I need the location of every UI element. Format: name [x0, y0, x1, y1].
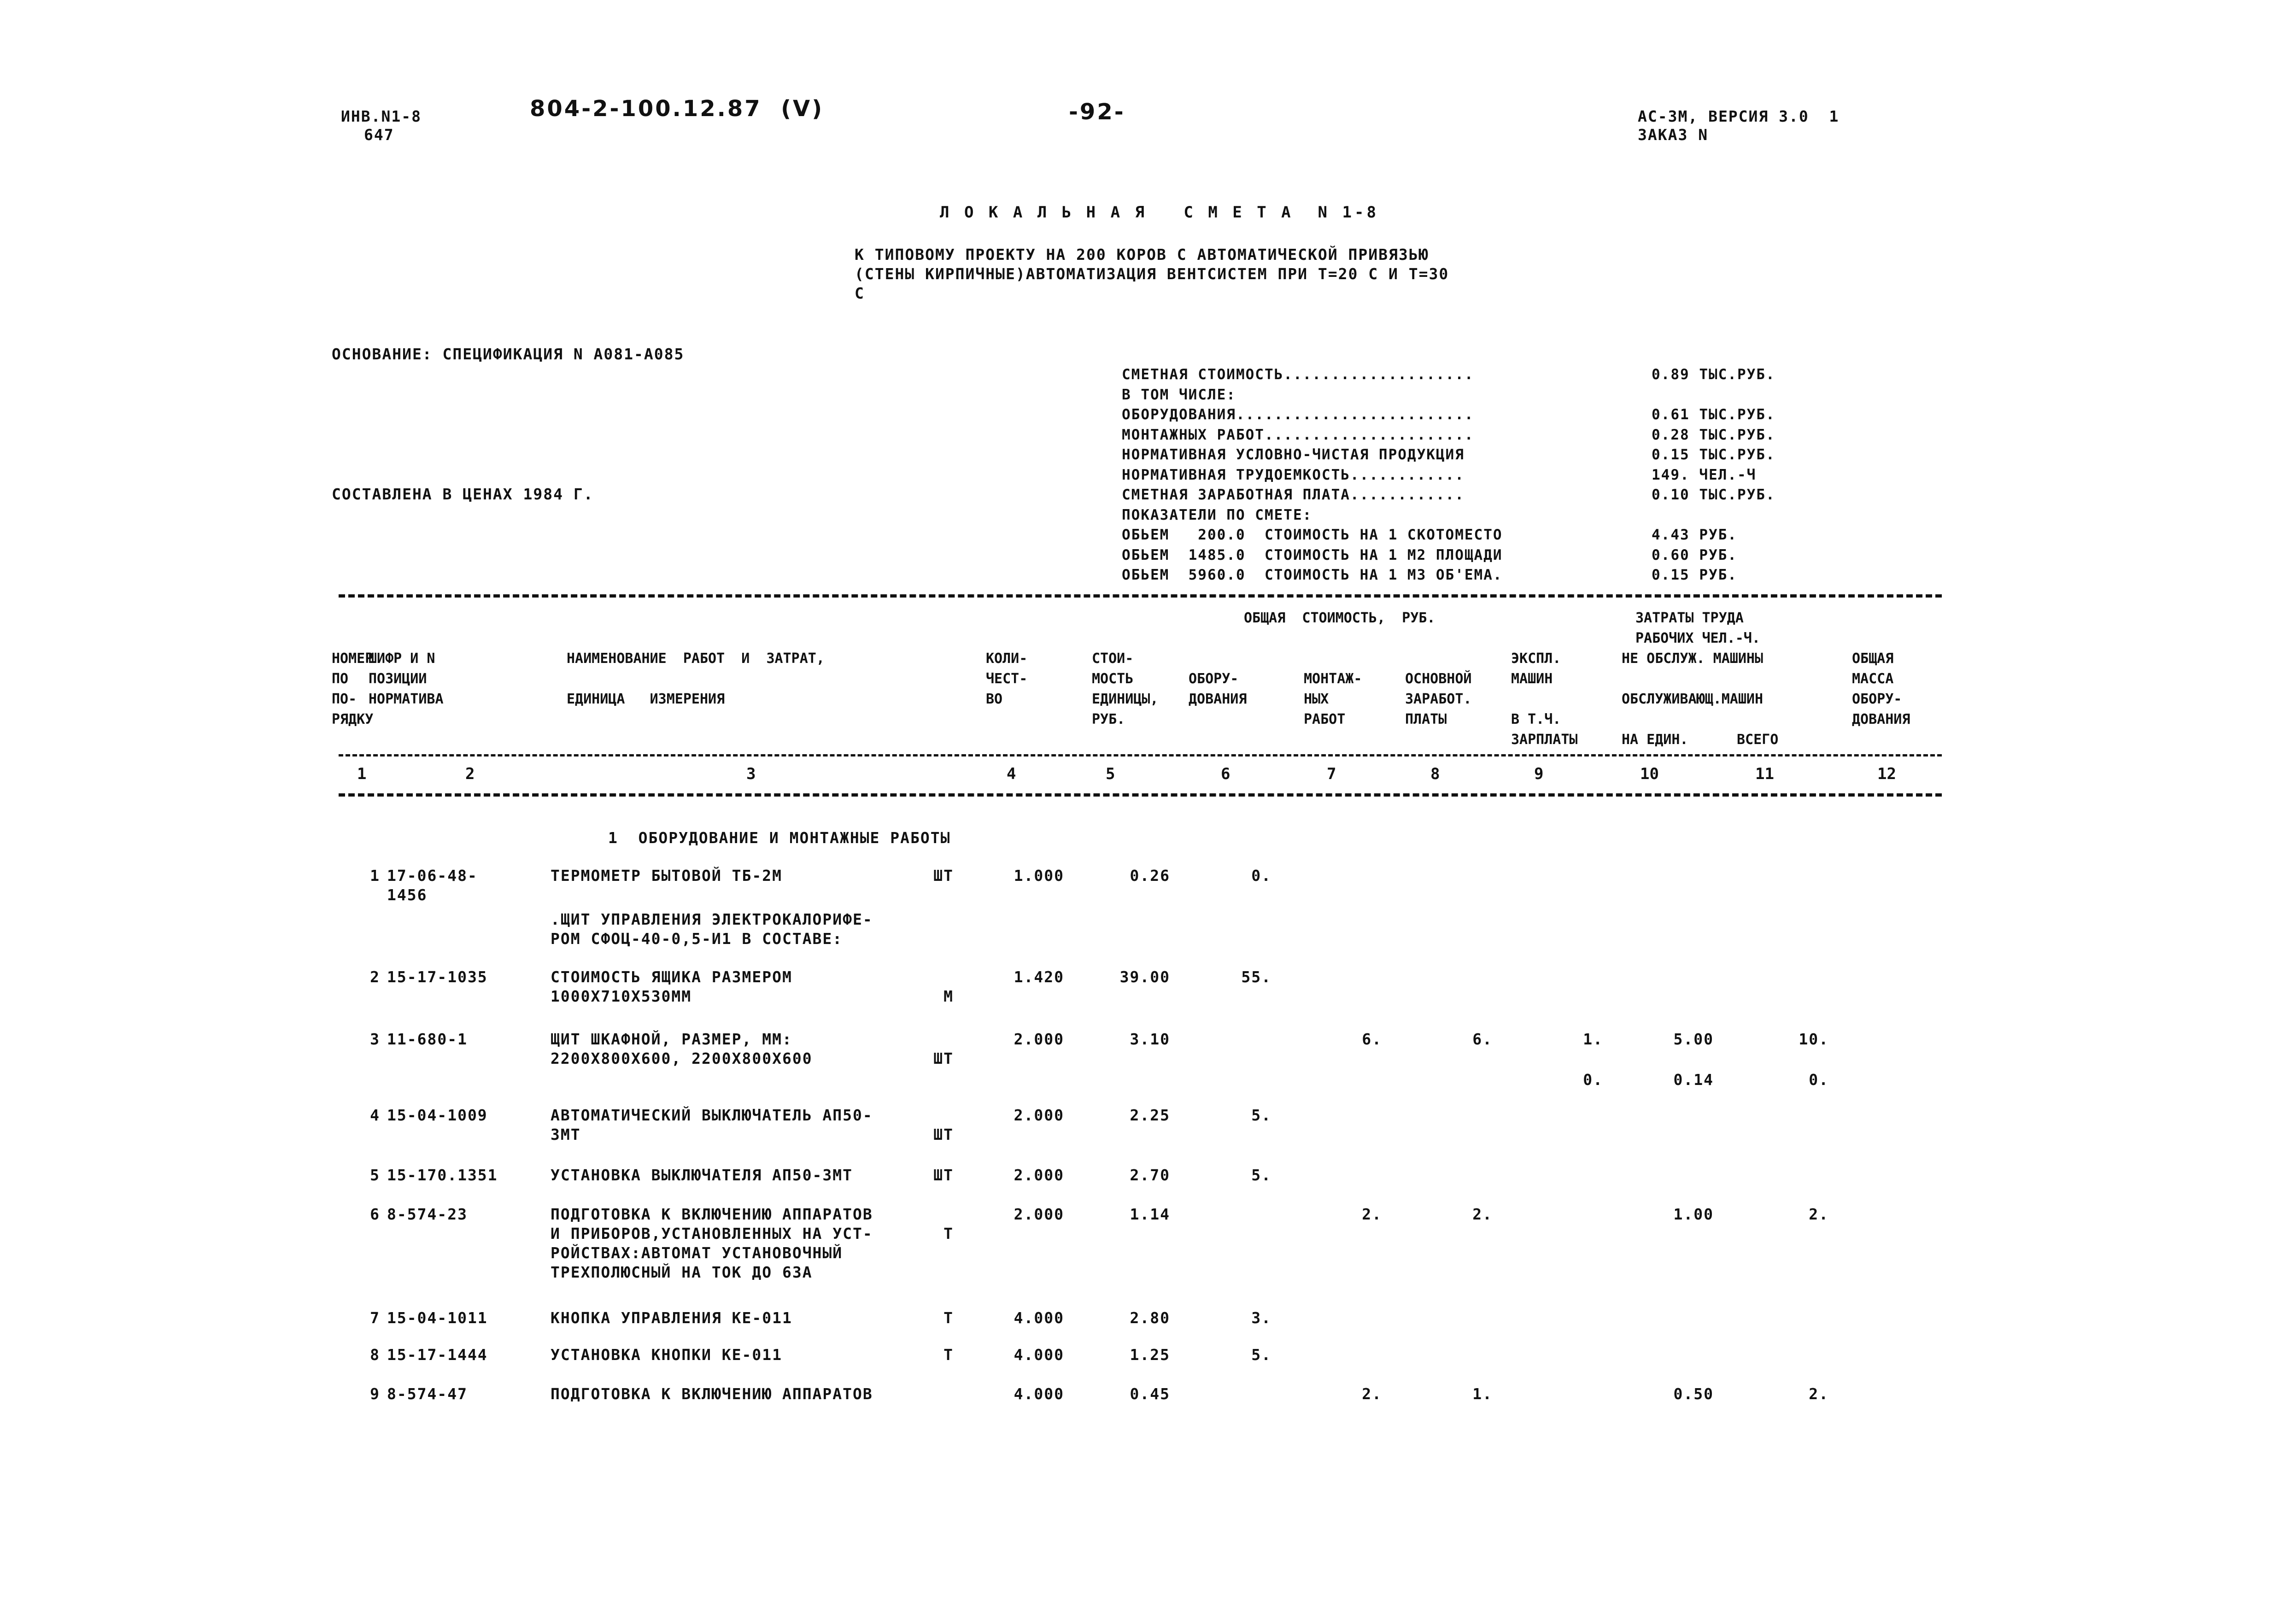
header-equipment: ОБОРУ- ДОВАНИЯ — [1189, 671, 1247, 707]
system-version: АС-3М, ВЕРСИЯ 3.0 1 — [1638, 107, 1840, 125]
section-title: 1 ОБОРУДОВАНИЕ И МОНТАЖНЫЕ РАБОТЫ — [608, 829, 951, 847]
row-number: 7 — [370, 1309, 380, 1327]
row-unit: М — [943, 987, 954, 1005]
row-code: 11-680-1 — [387, 1030, 468, 1048]
basis-text: ОСНОВАНИЕ: СПЕЦИФИКАЦИЯ N А081-А085 — [332, 345, 685, 363]
row-unit: ШТ — [933, 1049, 954, 1067]
row-machinery: 1. — [1583, 1030, 1603, 1048]
row-labor-total: 10. — [1799, 1030, 1829, 1048]
row-name: ТЕРМОМЕТР БЫТОВОЙ ТБ-2М — [551, 867, 782, 885]
page-number: -92- — [1069, 99, 1125, 125]
column-number-rule — [339, 793, 1942, 797]
row-labor-per-unit: 5.00 — [1673, 1030, 1714, 1048]
column-number: 6 — [1221, 765, 1230, 783]
summary-label: МОНТАЖНЫХ РАБОТ...................... — [1122, 426, 1474, 443]
row-number: 6 — [370, 1205, 380, 1223]
row-code: 15-04-1011 — [387, 1309, 488, 1327]
column-number: 8 — [1430, 765, 1440, 783]
header-unit-price: СТОИ- МОСТЬ ЕДИНИЦЫ, РУБ. — [1092, 651, 1159, 727]
row-name: УСТАНОВКА КНОПКИ КЕ-011 — [551, 1346, 782, 1364]
summary-label: ОБОРУДОВАНИЯ......................... — [1122, 406, 1474, 423]
estimate-subtitle-line1: К ТИПОВОМУ ПРОЕКТУ НА 200 КОРОВ С АВТОМАТИЧЕСКОЙ ПРИВЯЗЬЮ — [855, 246, 1429, 264]
row-equipment-cost: 0. — [1251, 867, 1271, 885]
row-quantity: 1.420 — [1014, 968, 1064, 986]
header-installation: МОНТАЖ- НЫХ РАБОТ — [1304, 671, 1362, 727]
summary-value: 4.43 РУБ. — [1652, 527, 1737, 543]
summary-value: 0.15 ТЫС.РУБ. — [1652, 446, 1775, 463]
row-name: ЩИТ ШКАФНОЙ, РАЗМЕР, ММ: 2200Х800Х600, 2200Х800Х600 — [551, 1030, 813, 1067]
summary-label: ОБЬЕМ 1485.0 СТОИМОСТЬ НА 1 М2 ПЛОЩАДИ — [1122, 546, 1503, 563]
summary-value: 0.28 ТЫС.РУБ. — [1652, 426, 1775, 443]
row-unit-price: 3.10 — [1130, 1030, 1170, 1048]
row-quantity: 4.000 — [1014, 1309, 1064, 1327]
estimate-subtitle-line3: С — [855, 284, 865, 302]
prices-year: СОСТАВЛЕНА В ЦЕНАХ 1984 Г. — [332, 485, 594, 503]
inventory-label: ИНВ.N1-8 — [341, 107, 422, 125]
header-name: НАИМЕНОВАНИЕ РАБОТ И ЗАТРАТ, ЕДИНИЦА ИЗМЕРЕНИЯ — [567, 651, 825, 707]
row-code: 15-04-1009 — [387, 1106, 488, 1124]
column-number: 12 — [1877, 765, 1896, 783]
row-base-wage: 6. — [1472, 1030, 1493, 1048]
header-row-number: НОМЕР ПО ПО- РЯДКУ — [332, 651, 374, 727]
header-labor-per-unit: НА ЕДИН. — [1622, 732, 1688, 748]
row-quantity: 2.000 — [1014, 1106, 1064, 1124]
row-code: 8-574-47 — [387, 1385, 468, 1403]
row-labor-per-unit: 1.00 — [1673, 1205, 1714, 1223]
column-number: 5 — [1106, 765, 1115, 783]
row-equipment-cost: 55. — [1241, 968, 1271, 986]
row-installation-cost: 2. — [1362, 1205, 1382, 1223]
row-installation-cost: 2. — [1362, 1385, 1382, 1403]
summary-label: ПОКАЗАТЕЛИ ПО СМЕТЕ: — [1122, 506, 1312, 523]
row-code: 15-17-1035 — [387, 968, 488, 986]
row-number: 3 — [370, 1030, 380, 1048]
row-number: 4 — [370, 1106, 380, 1124]
row-base-wage: 1. — [1472, 1385, 1493, 1403]
row-unit: Т — [943, 1225, 954, 1243]
header-code: ШИФР И N ПОЗИЦИИ НОРМАТИВА — [369, 651, 444, 707]
row-unit: Т — [943, 1309, 954, 1327]
summary-value: 0.10 ТЫС.РУБ. — [1652, 487, 1775, 503]
summary-label: СМЕТНАЯ ЗАРАБОТНАЯ ПЛАТА............ — [1122, 487, 1465, 503]
row-unit: ШТ — [933, 1166, 954, 1184]
row-labor-total: 2. — [1809, 1205, 1829, 1223]
row-code: 15-17-1444 — [387, 1346, 488, 1364]
header-machinery: ЭКСПЛ. МАШИН В Т.Ч. ЗАРПЛАТЫ — [1511, 651, 1578, 748]
header-labor-servicing: ОБСЛУЖИВАЮЩ.МАШИН — [1622, 691, 1764, 707]
row-installation-cost: 6. — [1362, 1030, 1382, 1048]
row-unit-price: 39.00 — [1119, 968, 1170, 986]
row-unit-price: 1.14 — [1130, 1205, 1170, 1223]
row-unit-price: 1.25 — [1130, 1346, 1170, 1364]
row-number: 9 — [370, 1385, 380, 1403]
header-labor-total: ВСЕГО — [1737, 732, 1779, 748]
row-unit-price: 2.80 — [1130, 1309, 1170, 1327]
header-group-cost: ОБЩАЯ СТОИМОСТЬ, РУБ. — [1244, 610, 1436, 626]
summary-value: 0.61 ТЫС.РУБ. — [1652, 406, 1775, 423]
row-number: 2 — [370, 968, 380, 986]
row-machinery-wage: 0. — [1583, 1071, 1603, 1089]
row-quantity: 4.000 — [1014, 1346, 1064, 1364]
summary-value: 0.60 РУБ. — [1652, 546, 1737, 563]
row-unit: ШТ — [933, 1126, 954, 1143]
header-bottom-rule — [339, 754, 1942, 756]
summary-label: ОБЬЕМ 5960.0 СТОИМОСТЬ НА 1 М3 ОБ'ЕМА. — [1122, 567, 1503, 583]
row-name: КНОПКА УПРАВЛЕНИЯ КЕ-011 — [551, 1309, 792, 1327]
summary-label: В ТОМ ЧИСЛЕ: — [1122, 386, 1236, 403]
estimate-title: Л О К А Л Ь Н А Я С М Е Т А N 1-8 — [940, 203, 1379, 222]
row-unit-price: 2.25 — [1130, 1106, 1170, 1124]
summary-value: 0.89 ТЫС.РУБ. — [1652, 366, 1775, 383]
row-name: УСТАНОВКА ВЫКЛЮЧАТЕЛЯ АП50-3МТ — [551, 1166, 853, 1184]
header-group-labor: ЗАТРАТЫ ТРУДА РАБОЧИХ ЧЕЛ.-Ч. — [1635, 610, 1760, 646]
row-name: СТОИМОСТЬ ЯЩИКА РАЗМЕРОМ 1000Х710Х530ММ — [551, 968, 792, 1005]
column-number: 11 — [1755, 765, 1774, 783]
summary-value: 0.15 РУБ. — [1652, 567, 1737, 583]
row-number: 1 — [370, 867, 380, 885]
row-quantity: 2.000 — [1014, 1166, 1064, 1184]
row-quantity: 2.000 — [1014, 1030, 1064, 1048]
row-base-wage: 2. — [1472, 1205, 1493, 1223]
row-labor-servicing-unit: 0.14 — [1673, 1071, 1714, 1089]
header-labor-not-servicing: НЕ ОБСЛУЖ. МАШИНЫ — [1622, 651, 1764, 667]
row-name: АВТОМАТИЧЕСКИЙ ВЫКЛЮЧАТЕЛЬ АП50- 3МТ — [551, 1106, 873, 1143]
row-code: 8-574-23 — [387, 1205, 468, 1223]
table-top-rule — [339, 594, 1942, 598]
row-quantity: 1.000 — [1014, 867, 1064, 885]
inventory-number: 647 — [364, 126, 394, 144]
header-quantity: КОЛИ- ЧЕСТ- ВО — [986, 651, 1028, 707]
summary-label: НОРМАТИВНАЯ ТРУДОЕМКОСТЬ............ — [1122, 466, 1465, 483]
row-unit: Т — [943, 1346, 954, 1364]
column-number: 4 — [1007, 765, 1016, 783]
column-number: 3 — [746, 765, 756, 783]
row-quantity: 4.000 — [1014, 1385, 1064, 1403]
row-name: .ЩИТ УПРАВЛЕНИЯ ЭЛЕКТРОКАЛОРИФЕ- РОМ СФОЦ-40-0,5-И1 В СОСТАВЕ: — [551, 910, 873, 948]
project-code: 804-2-100.12.87 (V) — [530, 96, 824, 122]
row-equipment-cost: 5. — [1251, 1166, 1271, 1184]
row-name: ПОДГОТОВКА К ВКЛЮЧЕНИЮ АППАРАТОВ И ПРИБОРОВ,УСТАНОВЛЕННЫХ НА УСТ- РОЙСТВАХ:АВТОМАТ УСТАНОВОЧНЫЙ ТРЕХПОЛЮСНЫЙ НА ТОК ДО 63А — [551, 1205, 873, 1281]
row-unit-price: 0.26 — [1130, 867, 1170, 885]
row-equipment-cost: 5. — [1251, 1106, 1271, 1124]
row-unit-price: 2.70 — [1130, 1166, 1170, 1184]
row-equipment-cost: 5. — [1251, 1346, 1271, 1364]
column-number: 1 — [357, 765, 367, 783]
summary-value: 149. ЧЕЛ.-Ч — [1652, 466, 1757, 483]
row-number: 8 — [370, 1346, 380, 1364]
row-code: 15-170.1351 — [387, 1166, 498, 1184]
column-number: 10 — [1640, 765, 1659, 783]
summary-label: СМЕТНАЯ СТОИМОСТЬ.................... — [1122, 366, 1474, 383]
row-code: 17-06-48- 1456 — [387, 867, 478, 904]
header-base-wage: ОСНОВНОЙ ЗАРАБОТ. ПЛАТЫ — [1405, 671, 1472, 727]
column-number: 9 — [1534, 765, 1544, 783]
row-labor-per-unit: 0.50 — [1673, 1385, 1714, 1403]
row-equipment-cost: 3. — [1251, 1309, 1271, 1327]
row-unit: ШТ — [933, 867, 954, 885]
row-name: ПОДГОТОВКА К ВКЛЮЧЕНИЮ АППАРАТОВ — [551, 1385, 873, 1403]
estimate-subtitle-line2: (СТЕНЫ КИРПИЧНЫЕ)АВТОМАТИЗАЦИЯ ВЕНТСИСТЕМ ПРИ Т=20 С И Т=30 — [855, 265, 1449, 283]
summary-label: НОРМАТИВНАЯ УСЛОВНО-ЧИСТАЯ ПРОДУКЦИЯ — [1122, 446, 1465, 463]
column-number: 2 — [465, 765, 475, 783]
row-labor-total: 2. — [1809, 1385, 1829, 1403]
row-number: 5 — [370, 1166, 380, 1184]
row-unit-price: 0.45 — [1130, 1385, 1170, 1403]
row-labor-servicing-total: 0. — [1809, 1071, 1829, 1089]
row-quantity: 2.000 — [1014, 1205, 1064, 1223]
column-number: 7 — [1327, 765, 1336, 783]
order-number: ЗАКАЗ N — [1638, 126, 1709, 144]
header-equipment-mass: ОБЩАЯ МАССА ОБОРУ- ДОВАНИЯ — [1852, 651, 1910, 727]
summary-label: ОБЬЕМ 200.0 СТОИМОСТЬ НА 1 СКОТОМЕСТО — [1122, 527, 1503, 543]
